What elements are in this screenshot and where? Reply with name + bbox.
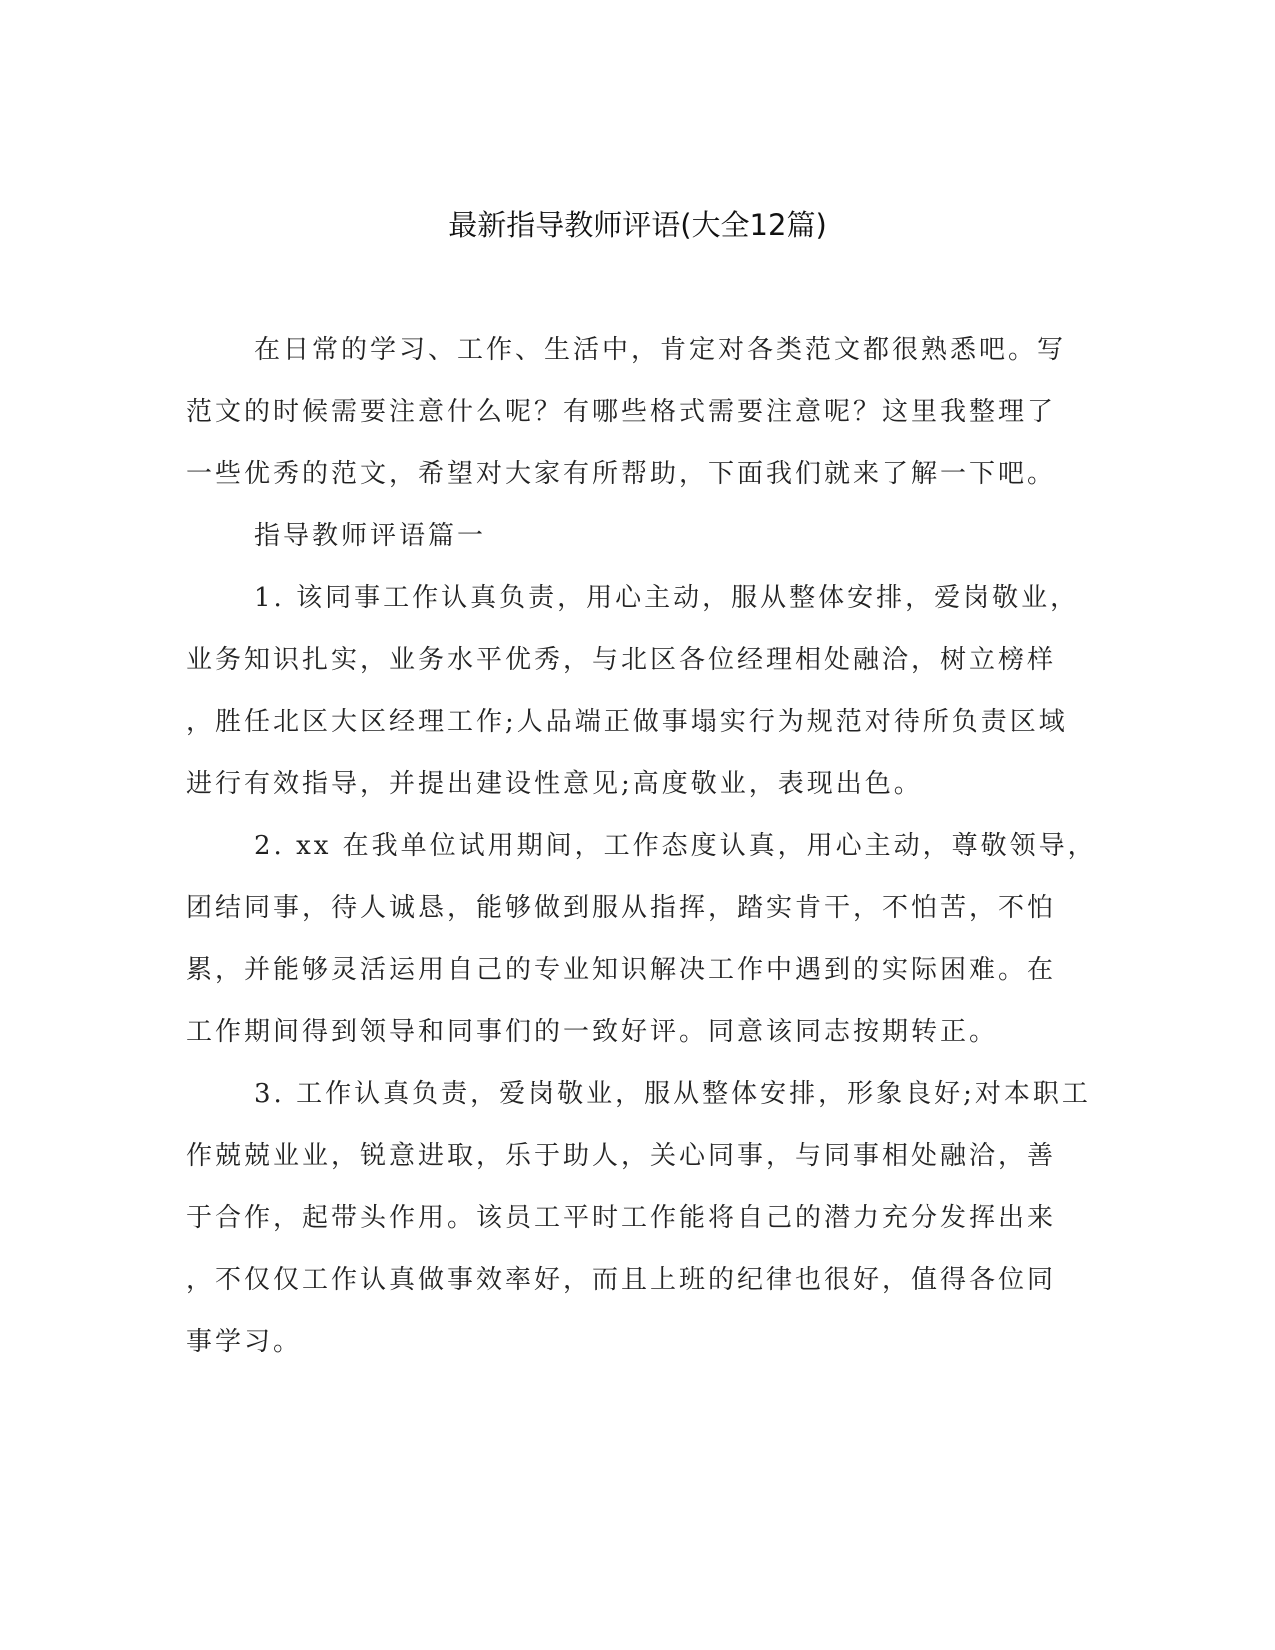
paragraph-line: ，胜任北区大区经理工作;人品端正做事塌实行为规范对待所负责区域 [186, 707, 1068, 737]
paragraph-line: 业务知识扎实，业务水平优秀，与北区各位经理相处融洽，树立榜样 [186, 645, 1057, 675]
paragraph-line: 1. 该同事工作认真负责，用心主动，服从整体安排，爱岗敬业， [254, 583, 1080, 613]
paragraph-line: 一些优秀的范文，希望对大家有所帮助，下面我们就来了解一下吧。 [186, 459, 1057, 489]
paragraph-line: 范文的时候需要注意什么呢？有哪些格式需要注意呢？这里我整理了 [186, 397, 1057, 427]
section-heading: 指导教师评语篇一 [254, 521, 487, 551]
paragraph-line: ，不仅仅工作认真做事效率好，而且上班的纪律也很好，值得各位同 [186, 1265, 1057, 1295]
comment-item-3 [186, 1063, 1091, 1373]
paragraph-line: 3. 工作认真负责，爱岗敬业，服从整体安排，形象良好;对本职工 [254, 1079, 1091, 1109]
document-title: 最新指导教师评语(大全12篇) [448, 208, 827, 242]
paragraph-line: 进行有效指导，并提出建设性意见;高度敬业，表现出色。 [186, 769, 923, 799]
paragraph-line: 2. xx 在我单位试用期间，工作态度认真，用心主动，尊敬领导， [254, 831, 1097, 861]
intro-paragraph [186, 319, 1066, 505]
paragraph-line: 事学习。 [186, 1327, 303, 1357]
paragraph-line: 于合作，起带头作用。该员工平时工作能将自己的潜力充分发挥出来 [186, 1203, 1057, 1233]
comment-item-2 [186, 815, 1097, 1063]
paragraph-line: 工作期间得到领导和同事们的一致好评。同意该同志按期转正。 [186, 1017, 999, 1047]
paragraph-line: 在日常的学习、工作、生活中，肯定对各类范文都很熟悉吧。写 [254, 335, 1067, 365]
document-body [186, 319, 1097, 1373]
comment-item-1 [186, 567, 1080, 815]
paragraph-line: 团结同事，待人诚恳，能够做到服从指挥，踏实肯干，不怕苦，不怕 [186, 893, 1057, 923]
paragraph-line: 作兢兢业业，锐意进取，乐于助人，关心同事，与同事相处融洽，善 [186, 1141, 1057, 1171]
paragraph-line: 累，并能够灵活运用自己的专业知识解决工作中遇到的实际困难。在 [186, 955, 1057, 985]
